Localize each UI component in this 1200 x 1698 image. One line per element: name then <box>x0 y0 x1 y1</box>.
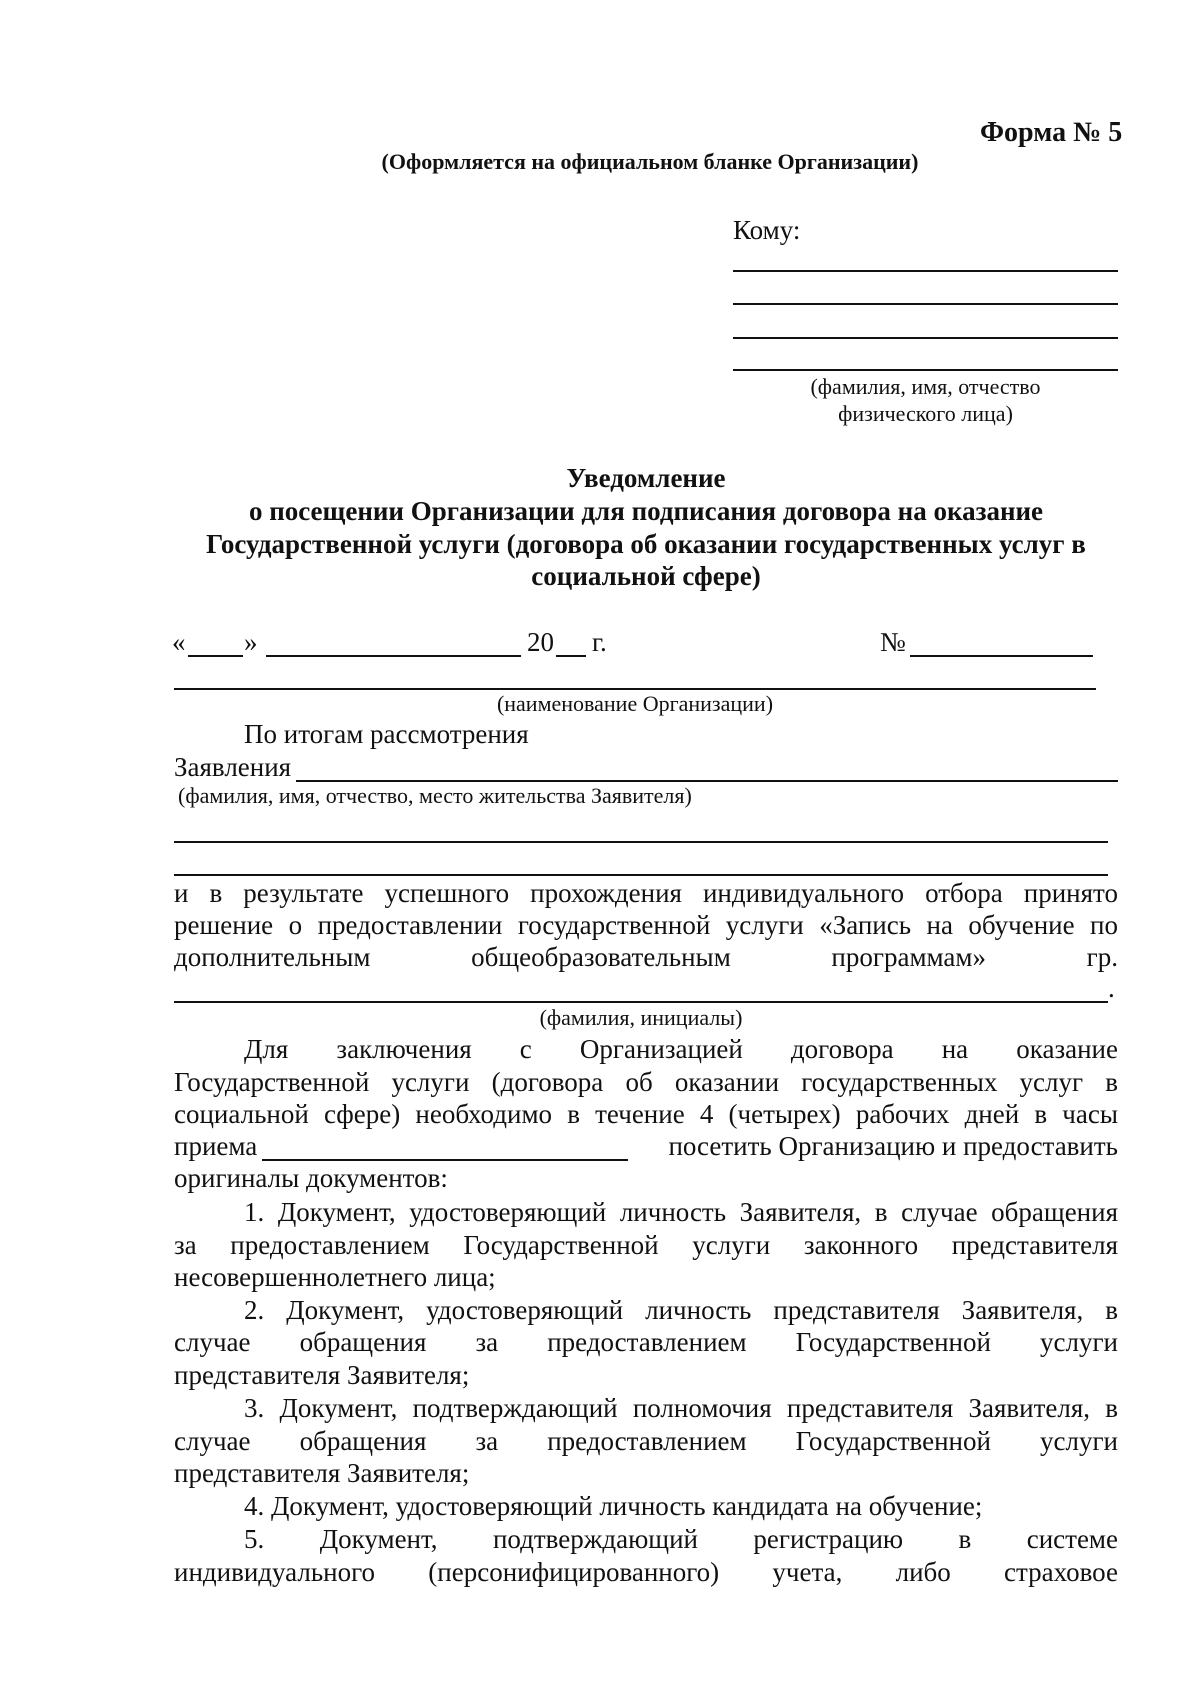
date-year-blank[interactable] <box>556 655 586 657</box>
number-sign: № <box>880 627 906 657</box>
date-day-blank[interactable] <box>188 655 243 657</box>
notice-title-line-3: Государственной услуги (договора об оказании государственных услуг в <box>206 529 1086 559</box>
applicant-line-2[interactable] <box>174 841 1108 843</box>
instructions-line-4-rest: посетить Организацию и предоставить <box>668 1131 1118 1161</box>
notice-title-line-2: о посещении Организации для подписания договора на оказание <box>248 496 1044 526</box>
recipient-caption-1: (фамилия, имя, отчество <box>810 374 1041 399</box>
recipient-line-3 <box>733 337 1118 339</box>
date-year-suffix: г. <box>592 627 607 657</box>
form-note: (Оформляется на официальном бланке Организации) <box>381 149 919 174</box>
organization-line[interactable] <box>174 688 1096 690</box>
document-item-4-line-1: 4. Документ, удостоверяющий личность кандидата на обучение; <box>244 1491 983 1521</box>
reception-hours-line[interactable] <box>262 1159 628 1161</box>
reception-label: приема <box>174 1131 258 1161</box>
date-close-quote: » <box>244 627 258 657</box>
instructions-line-2: Государственной услуги (договора об оказании государственных услуг в <box>174 1067 1118 1097</box>
document-item-5-line-2: индивидуального (персонифицированного) учета, либо страховое <box>174 1557 1118 1587</box>
instructions-line-1: Для заключения с Организацией договора на оказание <box>244 1034 1118 1064</box>
document-item-2-line-3: представителя Заявителя; <box>174 1360 470 1390</box>
document-item-2-line-1: 2. Документ, удостоверяющий личность представителя Заявителя, в <box>244 1295 1118 1325</box>
document-item-3-line-1: 3. Документ, подтверждающий полномочия представителя Заявителя, в <box>244 1393 1118 1423</box>
document-item-1-line-2: за предоставлением Государственной услуги законного представителя <box>174 1230 1118 1260</box>
to-label: Кому: <box>733 215 801 245</box>
decision-line-3: дополнительным общеобразовательным программам» гр. <box>174 942 1118 972</box>
document-item-1-line-1: 1. Документ, удостоверяющий личность Заявителя, в случае обращения <box>244 1197 1118 1227</box>
date-month-blank[interactable] <box>266 655 521 657</box>
citizen-name-period: . <box>1108 973 1115 1003</box>
date-year-prefix: 20 <box>527 627 554 657</box>
applicant-line[interactable] <box>296 780 1118 782</box>
recipient-line-2 <box>733 303 1118 305</box>
decision-line-2: решение о предоставлении государственной услуги «Запись на обучение по <box>174 910 1118 940</box>
recipient-line-1 <box>733 270 1118 272</box>
applicant-line-3[interactable] <box>174 874 1108 876</box>
document-number-blank[interactable] <box>910 655 1093 657</box>
document-item-1-line-3: несовершеннолетнего лица; <box>174 1262 496 1292</box>
recipient-line-4 <box>733 369 1118 371</box>
notice-title: Уведомление <box>566 463 726 493</box>
document-item-2-line-2: случае обращения за предоставлением Государственной услуги <box>174 1327 1118 1357</box>
date-open-quote: « <box>172 627 186 657</box>
decision-line-1: и в результате успешного прохождения индивидуального отбора принято <box>174 878 1118 908</box>
instructions-line-3: социальной сфере) необходимо в течение 4 (четырех) рабочих дней в часы <box>174 1099 1118 1129</box>
form-number: Форма № 5 <box>980 117 1123 148</box>
document-item-3-line-3: представителя Заявителя; <box>174 1458 470 1488</box>
review-intro: По итогам рассмотрения <box>244 719 529 749</box>
organization-caption: (наименование Организации) <box>496 691 774 716</box>
citizen-name-caption: (фамилия, инициалы) <box>539 1005 743 1030</box>
applicant-caption: (фамилия, имя, отчество, место жительства Заявителя) <box>178 783 692 808</box>
citizen-name-line[interactable] <box>174 1001 1108 1003</box>
instructions-line-5: оригиналы документов: <box>174 1163 448 1193</box>
notice-title-line-4: социальной сфере) <box>531 561 761 591</box>
document-item-3-line-2: случае обращения за предоставлением Государственной услуги <box>174 1426 1118 1456</box>
application-label: Заявления <box>174 752 292 782</box>
recipient-caption-2: физического лица) <box>838 401 1013 426</box>
document-item-5-line-1: 5. Документ, подтверждающий регистрацию в системе <box>244 1524 1118 1554</box>
